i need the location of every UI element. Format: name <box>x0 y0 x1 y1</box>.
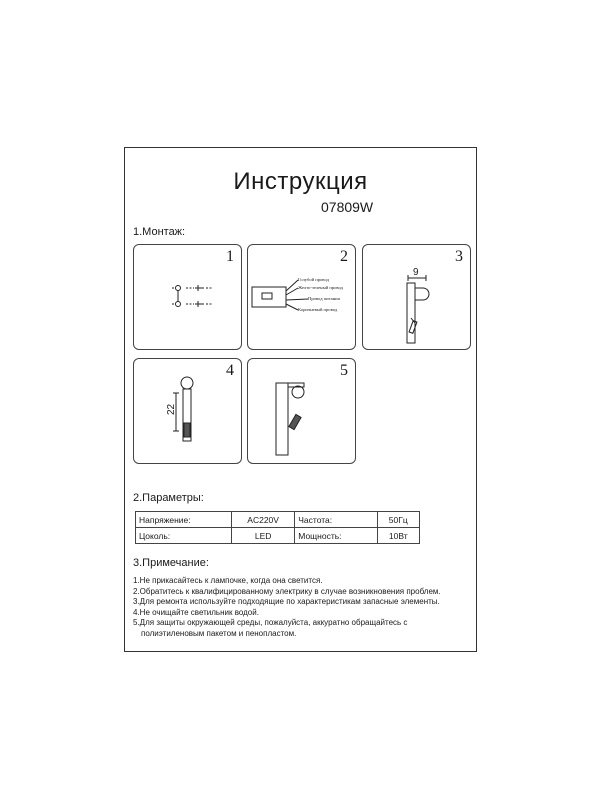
note-item: 5.Для защиты окружающей среды, пожалуйста, аккуратно обращайтесь с <box>133 618 408 628</box>
step-4-panel <box>133 358 242 464</box>
step-4-number: 4 <box>226 362 234 379</box>
step-2-panel <box>247 244 356 350</box>
step-3-dimension: 9 <box>413 267 419 278</box>
model-number: 07809W <box>321 199 374 215</box>
step-5-number: 5 <box>340 362 348 379</box>
step-3-number: 3 <box>455 248 463 265</box>
note-item: полиэтиленовым пакетом и пенопластом. <box>141 628 297 638</box>
step-1-number: 1 <box>226 248 234 265</box>
section-params-heading: 2.Параметры: <box>133 492 204 504</box>
base-value: LED <box>231 528 294 544</box>
frequency-label: Частота: <box>295 512 377 528</box>
power-label: Мощность: <box>295 528 377 544</box>
step-5-panel <box>247 358 356 464</box>
wire-label-power: Провод питания <box>308 296 340 301</box>
notes-list <box>133 576 441 640</box>
instruction-sheet <box>124 147 477 652</box>
note-item: 1.Не прикасайтесь к лампочке, когда она светится. <box>133 576 323 585</box>
voltage-label: Напряжение: <box>136 512 232 528</box>
section-notes-heading: 3.Примечание: <box>133 557 209 569</box>
wire-label-yellow-green: Желто-зеленый провод <box>298 285 344 290</box>
document-title: Инструкция <box>233 168 368 195</box>
step-3-drawing <box>363 245 472 351</box>
step-2-drawing <box>248 245 357 351</box>
step-3-panel <box>362 244 471 350</box>
step-1-panel <box>133 244 242 350</box>
wire-label-blue: Голубой провод <box>298 277 329 282</box>
voltage-value: AC220V <box>231 512 294 528</box>
step-4-drawing <box>134 359 243 465</box>
wire-label-brown: Коричневый провод <box>298 307 338 312</box>
step-2-number: 2 <box>340 248 348 265</box>
power-value: 10Вт <box>377 528 419 544</box>
step-1-drawing <box>134 245 243 351</box>
note-item: 3.Для ремонта используйте подходящие по характеристикам запасные элементы. <box>133 597 440 607</box>
step-4-dimension: 22 <box>166 403 177 415</box>
frequency-value: 50Гц <box>377 512 419 528</box>
note-item: 4.Не очищайте светильник водой. <box>133 607 259 617</box>
step-5-drawing <box>248 359 357 465</box>
parameters-table <box>135 511 420 544</box>
base-label: Цоколь: <box>136 528 232 544</box>
section-mount-heading: 1.Монтаж: <box>133 226 186 238</box>
note-item: 2.Обратитесь к квалифицированному электрику в случае возникновения проблем. <box>133 586 441 596</box>
table-row <box>136 528 420 544</box>
table-row <box>136 512 420 528</box>
